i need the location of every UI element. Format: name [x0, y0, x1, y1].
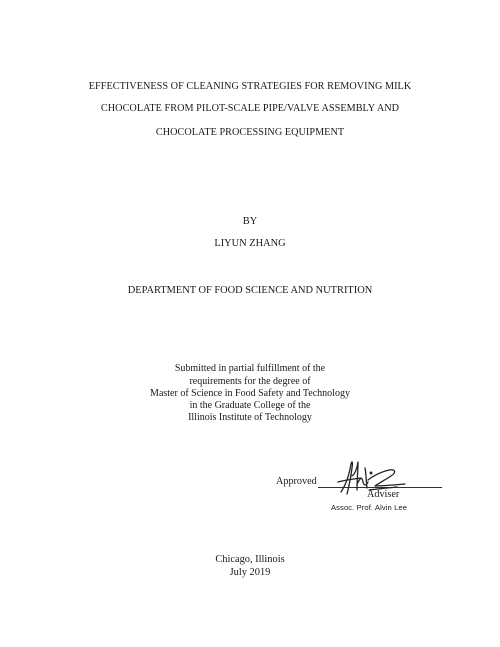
- submission-line-2: requirements for the degree of: [189, 376, 311, 387]
- submission-line-3: Master of Science in Food Safety and Technology: [150, 388, 350, 399]
- thesis-title-line-2: CHOCOLATE FROM PILOT-SCALE PIPE/VALVE ASSEMBLY AND: [100, 103, 400, 114]
- thesis-title-line-3: CHOCOLATE PROCESSING EQUIPMENT: [155, 127, 345, 138]
- adviser-label: Adviser: [367, 489, 400, 500]
- author-name: LIYUN ZHANG: [214, 238, 286, 249]
- location-text: Chicago, Illinois: [215, 554, 285, 565]
- date-text: July 2019: [229, 567, 271, 578]
- approved-label: Approved: [276, 476, 317, 487]
- adviser-name: Assoc. Prof. Alvin Lee: [331, 503, 408, 512]
- thesis-title-line-1: EFFECTIVENESS OF CLEANING STRATEGIES FOR REMOVING MILK: [88, 81, 412, 92]
- submission-line-5: Illinois Institute of Technology: [188, 412, 312, 423]
- submission-line-4: in the Graduate College of the: [189, 400, 311, 411]
- submission-line-1: Submitted in partial fulfillment of the: [174, 363, 326, 374]
- department-name: DEPARTMENT OF FOOD SCIENCE AND NUTRITION: [127, 285, 373, 296]
- by-label: BY: [242, 216, 258, 227]
